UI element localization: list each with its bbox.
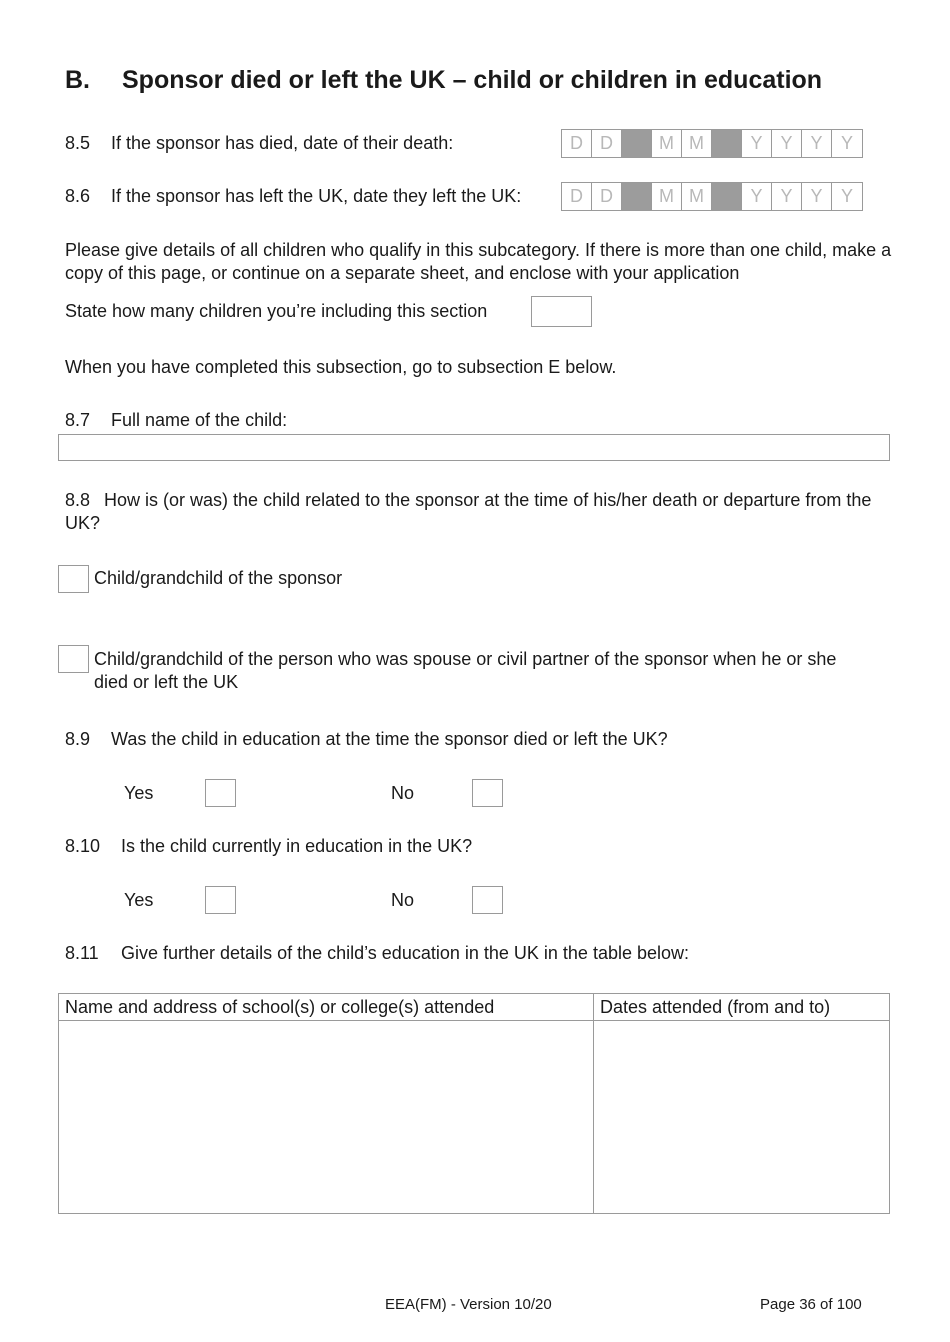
table-row xyxy=(59,1021,890,1214)
year-digit-3[interactable]: Y xyxy=(802,183,832,210)
month-digit-1[interactable]: M xyxy=(652,183,682,210)
subsection-instruction: When you have completed this subsection, go to subsection E below. xyxy=(65,357,617,377)
question-8-11 xyxy=(65,943,689,964)
section-letter: B. xyxy=(65,66,90,94)
option-child-of-sponsor-label: Child/grandchild of the sponsor xyxy=(94,568,343,588)
date-separator xyxy=(622,183,652,210)
question-8-9 xyxy=(65,729,668,750)
month-digit-2[interactable]: M xyxy=(682,130,712,157)
day-digit-2[interactable]: D xyxy=(592,183,622,210)
in-education-yes-checkbox[interactable] xyxy=(205,779,236,807)
education-table xyxy=(58,993,890,1214)
year-digit-4[interactable]: Y xyxy=(840,186,853,206)
children-count-input[interactable] xyxy=(531,296,592,327)
question-8-7 xyxy=(65,410,287,431)
death-date-input[interactable] xyxy=(561,129,863,158)
year-digit-3[interactable]: Y xyxy=(802,130,832,157)
child-full-name-input[interactable] xyxy=(58,434,890,461)
day-digit-1[interactable]: D xyxy=(562,183,592,210)
option-child-of-sponsor-checkbox[interactable] xyxy=(58,565,89,593)
question-8-6 xyxy=(65,186,521,207)
question-number: 8.7 xyxy=(65,410,91,430)
question-8-5 xyxy=(65,133,453,154)
section-title xyxy=(65,66,822,95)
currently-in-education-no-checkbox[interactable] xyxy=(472,886,503,914)
year-digit-2[interactable]: Y xyxy=(772,130,802,157)
question-number: 8.6 xyxy=(65,186,91,206)
left-uk-date-input[interactable] xyxy=(561,182,863,211)
children-count-label: State how many children you’re including this section xyxy=(65,301,488,321)
question-8-8 xyxy=(65,489,885,535)
year-digit-4[interactable]: Y xyxy=(840,133,853,153)
footer-form-version: EEA(FM) - Version 10/20 xyxy=(385,1296,552,1313)
question-text: If the sponsor has died, date of their death: xyxy=(111,133,454,153)
day-digit-1[interactable]: D xyxy=(562,130,592,157)
question-number: 8.9 xyxy=(65,729,91,749)
date-separator xyxy=(712,130,742,157)
question-number: 8.8 xyxy=(65,490,91,510)
question-number: 8.5 xyxy=(65,133,91,153)
month-digit-2[interactable]: M xyxy=(682,183,712,210)
table-header-row xyxy=(59,994,890,1021)
question-text: How is (or was) the child related to the sponsor at the time of his/her death or departure from the UK? xyxy=(65,490,872,533)
option-child-of-spouse-label: Child/grandchild of the person who was spouse or civil partner of the sponsor when he or she died or left the UK xyxy=(94,649,837,692)
question-number: 8.11 xyxy=(65,943,99,963)
day-digit-2[interactable]: D xyxy=(592,130,622,157)
month-digit-1[interactable]: M xyxy=(652,130,682,157)
question-text: Full name of the child: xyxy=(111,410,288,430)
school-name-address-cell[interactable] xyxy=(59,1021,594,1214)
year-digit-1[interactable]: Y xyxy=(742,183,772,210)
question-text: Give further details of the child’s education in the UK in the table below: xyxy=(121,943,690,963)
section-heading: Sponsor died or left the UK – child or children in education xyxy=(122,66,823,94)
in-education-no-checkbox[interactable] xyxy=(472,779,503,807)
intro-paragraph: Please give details of all children who qualify in this subcategory. If there is more than one child, make a copy of this page, or continue on a separate sheet, and enclose with your application xyxy=(65,240,892,283)
option-child-of-spouse-checkbox[interactable] xyxy=(58,645,89,673)
currently-in-education-yes-checkbox[interactable] xyxy=(205,886,236,914)
yes-label: Yes xyxy=(124,890,154,910)
no-label: No xyxy=(391,890,415,910)
year-digit-1[interactable]: Y xyxy=(742,130,772,157)
date-separator xyxy=(712,183,742,210)
column-header-dates: Dates attended (from and to) xyxy=(594,994,890,1021)
no-label: No xyxy=(391,783,415,803)
dates-attended-cell[interactable] xyxy=(594,1021,890,1214)
question-number: 8.10 xyxy=(65,836,101,856)
column-header-school: Name and address of school(s) or college(s) attended xyxy=(59,994,594,1021)
question-8-10 xyxy=(65,836,472,857)
date-separator xyxy=(622,130,652,157)
yes-label: Yes xyxy=(124,783,154,803)
question-text: If the sponsor has left the UK, date they left the UK: xyxy=(111,186,522,206)
question-text: Was the child in education at the time the sponsor died or left the UK? xyxy=(111,729,668,749)
question-text: Is the child currently in education in the UK? xyxy=(121,836,473,856)
year-digit-2[interactable]: Y xyxy=(772,183,802,210)
footer-page-number: Page 36 of 100 xyxy=(760,1296,862,1313)
